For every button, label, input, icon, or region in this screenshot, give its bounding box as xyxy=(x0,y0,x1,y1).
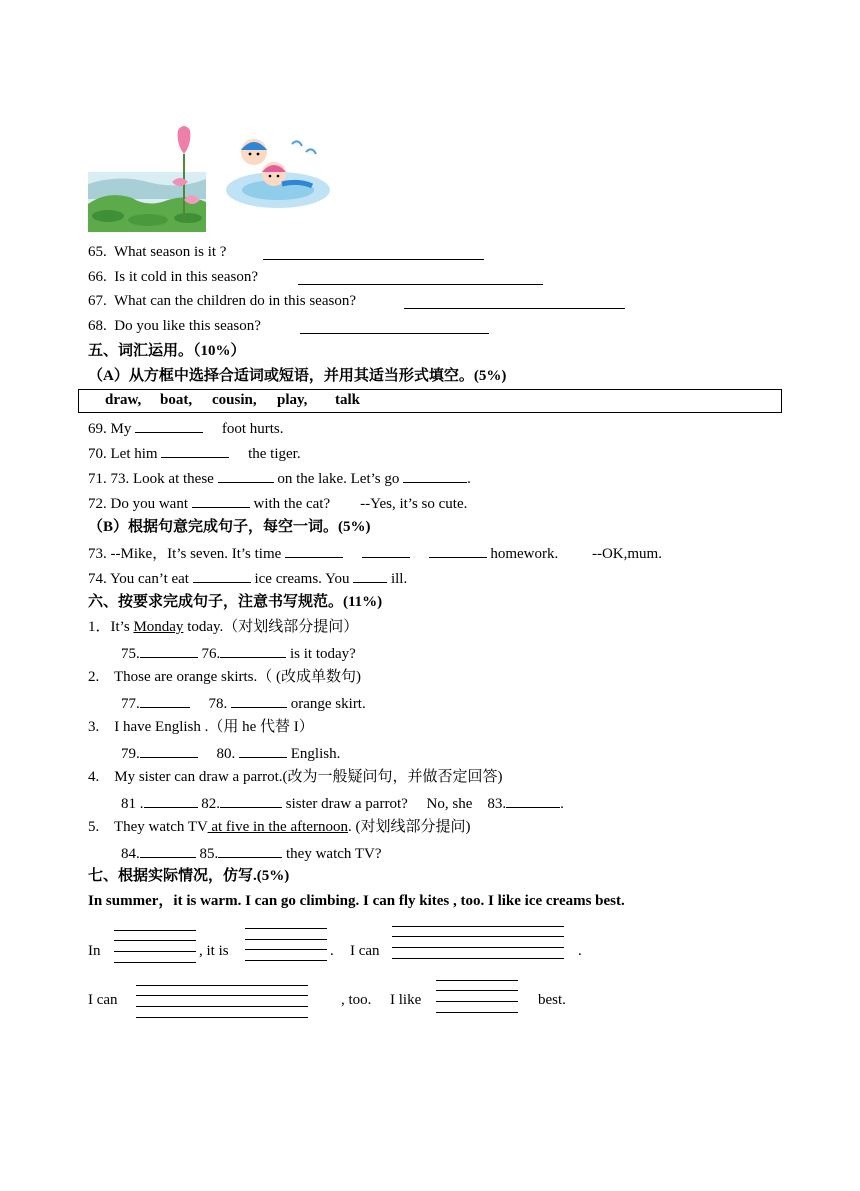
writing-line-weather-4[interactable] xyxy=(245,960,327,961)
blank-74b[interactable] xyxy=(353,568,387,583)
section-7-title: 七、根据实际情况，仿写.(5%) xyxy=(88,868,290,884)
question-74: 74. You can’t eat ice creams. You ill. xyxy=(88,568,407,588)
sentence-3-answer: 79. 80. English. xyxy=(121,743,340,763)
blank-71a[interactable] xyxy=(218,468,274,483)
blank-79[interactable] xyxy=(140,743,198,758)
lotus-pond-image xyxy=(88,124,206,232)
writing-line-activity-1[interactable] xyxy=(392,926,564,927)
blank-72[interactable] xyxy=(192,493,250,508)
blank-83[interactable] xyxy=(506,793,560,808)
writing-best-label: best. xyxy=(538,992,566,1008)
part-a-title: （A）从方框中选择合适词或短语，并用其适当形式填空。(5%) xyxy=(88,368,507,384)
question-66: 66. Is it cold in this season? xyxy=(88,269,258,285)
writing-line-favorite-3[interactable] xyxy=(436,1001,518,1002)
writing-i-can-label: I can xyxy=(350,943,380,959)
sentence-1-answer: 75. 76. is it today? xyxy=(121,643,356,663)
blank-76[interactable] xyxy=(220,643,286,658)
part-b-title: （B）根据句意完成句子，每空一词。(5%) xyxy=(88,519,371,535)
blank-82[interactable] xyxy=(220,793,282,808)
sentence-2-answer: 77. 78. orange skirt. xyxy=(121,693,366,713)
blank-81[interactable] xyxy=(144,793,198,808)
answer-line-67[interactable] xyxy=(404,308,625,309)
blank-73b[interactable] xyxy=(362,543,410,558)
writing-line-season-4[interactable] xyxy=(114,962,196,963)
question-70: 70. Let him the tiger. xyxy=(88,443,301,463)
writing-in-label: In xyxy=(88,943,101,959)
writing-line-activity2-4[interactable] xyxy=(136,1017,308,1018)
blank-69[interactable] xyxy=(135,418,203,433)
blank-73c[interactable] xyxy=(429,543,487,558)
sentence-4-answer: 81 . 82. sister draw a parrot? No, she 83. . xyxy=(121,793,564,813)
writing-i-like-label: I like xyxy=(390,992,422,1008)
sentence-1: 1．It’s Monday today.（对划线部分提问） xyxy=(88,619,359,635)
writing-line-activity2-3[interactable] xyxy=(136,1006,308,1007)
writing-line-activity-4[interactable] xyxy=(392,958,564,959)
question-67: 67. What can the children do in this season? xyxy=(88,293,356,309)
sentence-4: 4. My sister can draw a parrot.(改为一般疑问句，并做否定回答) xyxy=(88,769,503,785)
writing-too-label: , too. xyxy=(341,992,372,1008)
sentence-2: 2. Those are orange skirts.（ (改成单数句) xyxy=(88,669,362,685)
writing-line-activity-2[interactable] xyxy=(392,936,564,937)
writing-line-activity-3[interactable] xyxy=(392,947,564,948)
blank-73a[interactable] xyxy=(285,543,343,558)
writing-period-2: . xyxy=(578,943,582,959)
sentence-3: 3. I have English .（用 he 代替 I） xyxy=(88,719,314,735)
blank-85[interactable] xyxy=(218,843,282,858)
answer-line-66[interactable] xyxy=(298,284,543,285)
blank-78[interactable] xyxy=(231,693,287,708)
section-6-title: 六、按要求完成句子，注意书写规范。(11%) xyxy=(88,594,383,610)
blank-80[interactable] xyxy=(239,743,287,758)
writing-line-favorite-2[interactable] xyxy=(436,990,518,991)
question-71: 71. 73. Look at these on the lake. Let’s go . xyxy=(88,468,471,488)
answer-line-65[interactable] xyxy=(263,259,484,260)
word-talk: talk xyxy=(335,392,361,408)
word-cousin: cousin, xyxy=(212,392,257,408)
blank-77[interactable] xyxy=(140,693,190,708)
word-box xyxy=(78,389,782,413)
answer-line-68[interactable] xyxy=(300,333,489,334)
blank-84[interactable] xyxy=(140,843,196,858)
question-68: 68. Do you like this season? xyxy=(88,318,261,334)
writing-line-weather-1[interactable] xyxy=(245,928,327,929)
writing-line-weather-2[interactable] xyxy=(245,939,327,940)
writing-i-can-label-2: I can xyxy=(88,992,118,1008)
writing-it-is-label: , it is xyxy=(199,943,229,959)
word-play: play, xyxy=(277,392,308,408)
children-swimming-image xyxy=(222,132,330,210)
question-72: 72. Do you want with the cat? --Yes, it’s so cute. xyxy=(88,493,467,513)
section-5-title: 五、词汇运用。（10%） xyxy=(88,343,246,359)
writing-line-weather-3[interactable] xyxy=(245,949,327,950)
writing-line-season-3[interactable] xyxy=(114,951,196,952)
sentence-5: 5. They watch TV at five in the afternoon. (对划线部分提问) xyxy=(88,819,471,835)
word-boat: boat, xyxy=(160,392,193,408)
example-paragraph: In summer，it is warm. I can go climbing. I can fly kites , too. I like ice creams best. xyxy=(88,893,625,909)
writing-line-season-1[interactable] xyxy=(114,930,196,931)
blank-75[interactable] xyxy=(140,643,198,658)
sentence-5-answer: 84. 85. they watch TV? xyxy=(121,843,382,863)
blank-74a[interactable] xyxy=(193,568,251,583)
writing-line-activity2-2[interactable] xyxy=(136,995,308,996)
writing-line-activity2-1[interactable] xyxy=(136,985,308,986)
writing-line-favorite-1[interactable] xyxy=(436,980,518,981)
writing-line-favorite-4[interactable] xyxy=(436,1012,518,1013)
question-65: 65. What season is it ? xyxy=(88,244,227,260)
question-73: 73. --Mike，It’s seven. It’s time homework. --OK,mum. xyxy=(88,543,662,563)
blank-70[interactable] xyxy=(161,443,229,458)
word-draw: draw, xyxy=(105,392,142,408)
blank-71b[interactable] xyxy=(403,468,467,483)
question-69: 69. My foot hurts. xyxy=(88,418,284,438)
writing-period-1: . xyxy=(330,943,334,959)
writing-line-season-2[interactable] xyxy=(114,940,196,941)
